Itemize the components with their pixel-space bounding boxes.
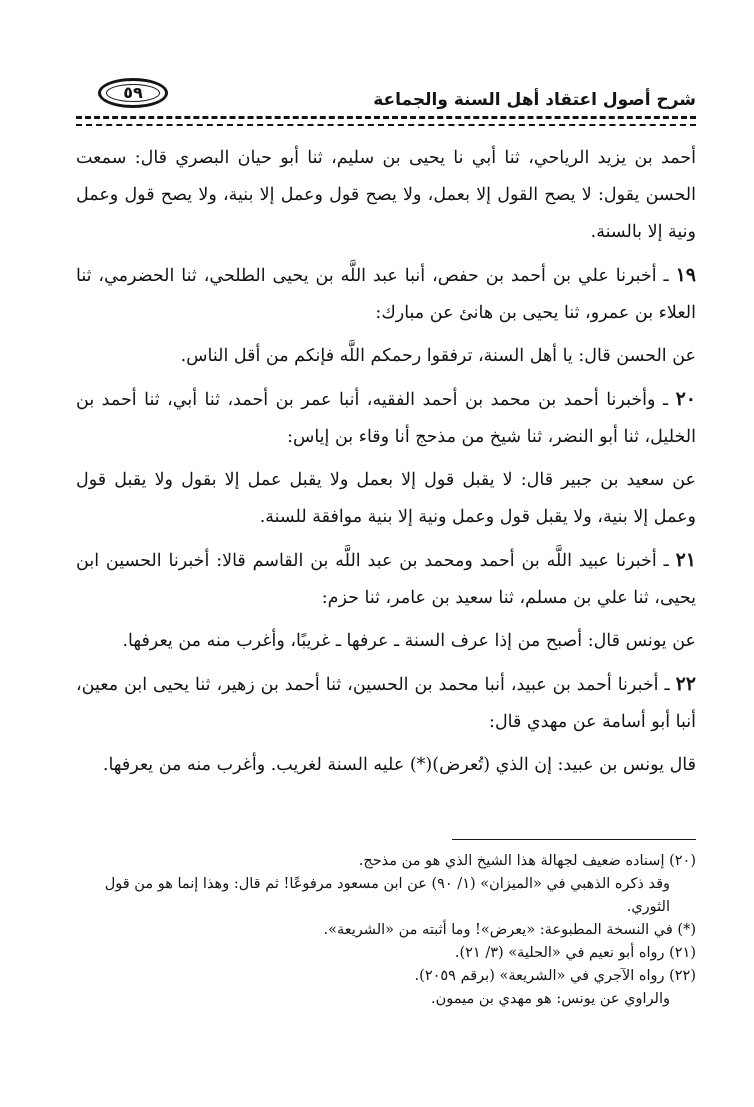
narration-number: ٢٢: [675, 673, 696, 695]
footnote: (٢٠) إسناده ضعيف لجهالة هذا الشيخ الذي هو من مذحج.: [358, 853, 696, 869]
paragraph: عن يونس قال: أصبح من إذا عرف السنة ـ عرفها ـ غريبًا، وأغرب منه من يعرفها.: [122, 631, 696, 651]
narration-number: ٢١: [675, 549, 696, 571]
footnote-separator: [452, 839, 696, 840]
page-number-badge: [98, 78, 168, 108]
narration-number: ١٩: [675, 264, 696, 286]
paragraph-text: ـ أخبرنا أحمد بن عبيد، أنبا محمد بن الحسين، ثنا أحمد بن زهير، ثنا يحيى ابن معين، أنبا أبو أسامة عن مهدي قال:: [76, 675, 696, 732]
footnotes: [76, 850, 696, 1011]
footnote: والراوي عن يونس: هو مهدي بن ميمون.: [430, 991, 670, 1007]
paragraph: عن الحسن قال: يا أهل السنة، ترفقوا رحمكم اللَّه فإنكم من أقل الناس.: [180, 346, 696, 366]
narration-number: ٢٠: [675, 388, 696, 410]
footnote: وقد ذكره الذهبي في «الميزان» (١/ ٩٠) عن ابن مسعود مرفوعًا! ثم قال: وهذا إنما هو من قول الثوري.: [104, 876, 670, 915]
paragraph: عن سعيد بن جبير قال: لا يقبل قول إلا بعمل ولا يقبل عمل إلا بقول ولا يقبل قول وعمل إلا بنية، ولا يقبل قول وعمل ونية إلا بنية موافقة للسنة.: [76, 470, 696, 527]
paragraph: قال يونس بن عبيد: إن الذي (تُعرض)(*) عليه السنة لغريب. وأغرب منه من يعرفها.: [102, 755, 696, 775]
footnote: (٢١) رواه أبو نعيم في «الحلية» (٣/ ٢١).: [454, 945, 696, 961]
header-rule: [76, 124, 696, 126]
footnote: (٢٢) رواه الآجري في «الشريعة» (برقم ٢٠٥٩).: [414, 968, 696, 984]
footnote: (*) في النسخة المطبوعة: «يعرض»! وما أثبته من «الشريعة».: [323, 922, 696, 938]
running-title: شرح أصول اعتقاد أهل السنة والجماعة: [373, 90, 696, 110]
numbered-paragraph: [76, 257, 696, 332]
page-header: [76, 72, 696, 116]
paragraph-text: ـ أخبرنا عبيد اللَّه بن أحمد ومحمد بن عبد اللَّه بن القاسم قالا: أخبرنا الحسين ابن يحيى، ثنا علي بن مسلم، ثنا سعيد بن عامر، ثنا حزم:: [76, 551, 696, 608]
numbered-paragraph: [76, 542, 696, 617]
paragraph: أحمد بن يزيد الرياحي، ثنا أبي نا يحيى بن سليم، ثنا أبو حيان البصري قال: سمعت الحسن يقول: لا يصح القول إلا بعمل، ولا يصح قول وعمل إلا بنية، ولا يصح قول وعمل ونية إلا بالسنة.: [76, 148, 696, 242]
paragraph-text: ـ أخبرنا علي بن أحمد بن حفص، أنبا عبد اللَّه بن يحيى الطلحي، ثنا الحضرمي، ثنا العلاء بن عمرو، ثنا يحيى بن هانئ عن مبارك:: [76, 266, 696, 323]
numbered-paragraph: [76, 666, 696, 741]
header-rule: [76, 116, 696, 119]
body-text: [76, 140, 696, 790]
numbered-paragraph: [76, 381, 696, 456]
page-number: ٥٩: [123, 83, 143, 102]
paragraph-text: ـ وأخبرنا أحمد بن محمد بن أحمد الفقيه، أنبا عمر بن أحمد، ثنا أبي، ثنا أحمد بن الخليل، ثنا أبو النضر، ثنا شيخ من مذحج أنا وقاء بن إياس:: [76, 390, 696, 447]
